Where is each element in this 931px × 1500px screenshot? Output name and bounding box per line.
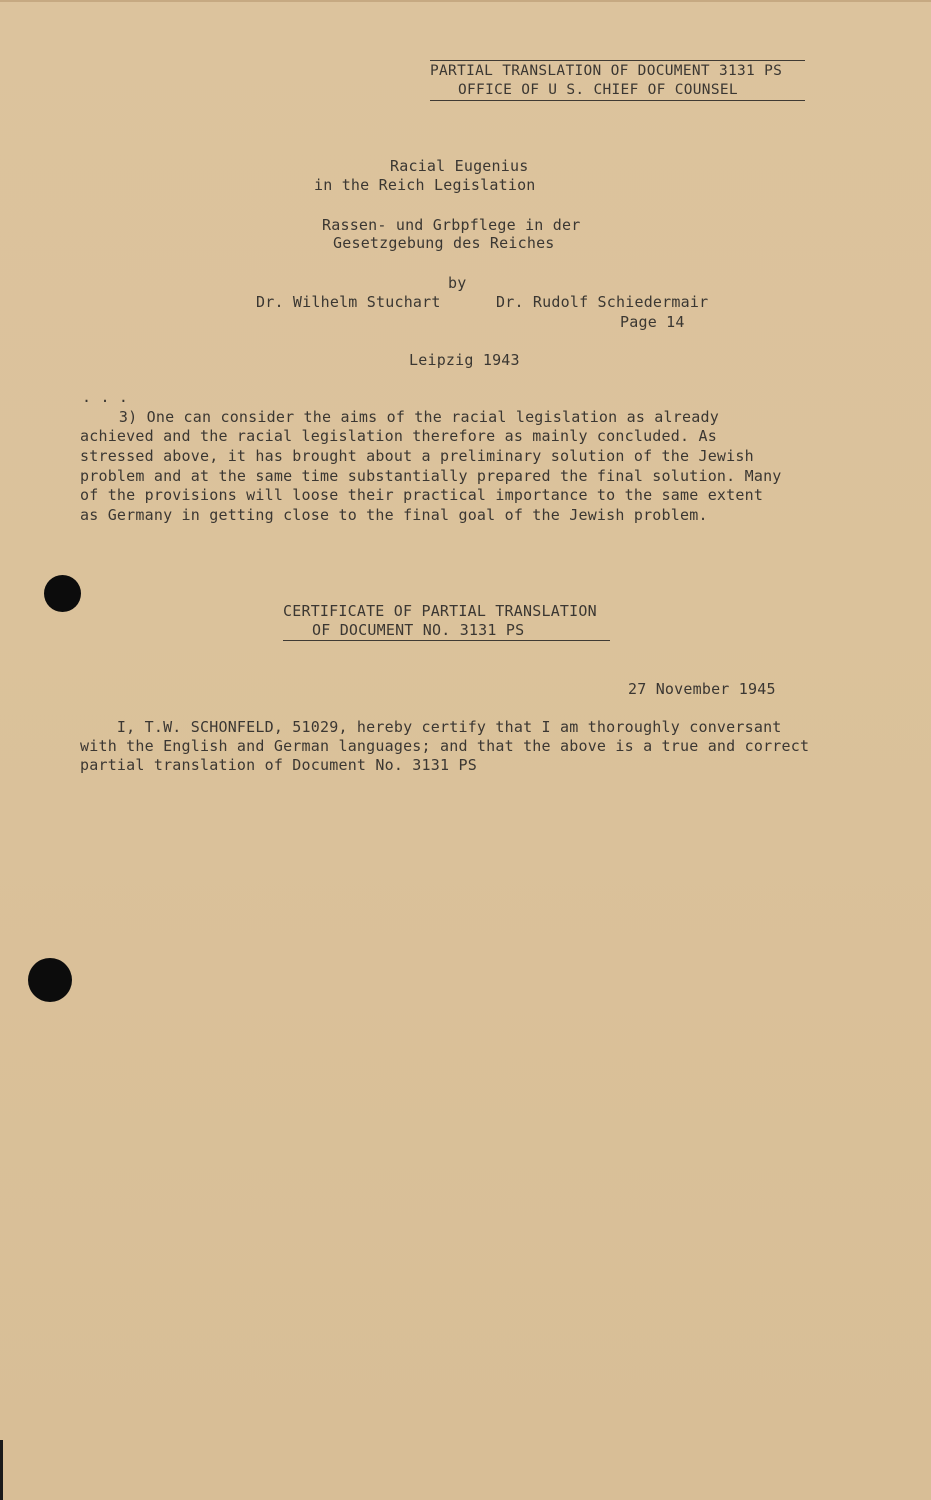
- header-top-rule: [430, 60, 805, 61]
- page-top-edge: [0, 0, 931, 2]
- book-title-en-line2: in the Reich Legislation: [314, 176, 536, 194]
- certificate-date: 27 November 1945: [628, 680, 776, 698]
- book-title-de-line2: Gesetzgebung des Reiches: [333, 234, 555, 252]
- excerpt-line: problem and at the same time substantially prepared the final solution. Many: [80, 467, 782, 485]
- certificate-line: partial translation of Document No. 3131 PS: [80, 756, 477, 774]
- punch-hole: [44, 575, 81, 612]
- excerpt-line: as Germany in getting close to the final goal of the Jewish problem.: [80, 506, 708, 524]
- excerpt-line: 3) One can consider the aims of the racial legislation as already: [82, 408, 719, 426]
- page-edge-mark: [0, 1440, 3, 1500]
- certificate-underline: [283, 640, 610, 641]
- book-place-year: Leipzig 1943: [409, 351, 520, 369]
- excerpt-line: of the provisions will loose their practical importance to the same extent: [80, 486, 764, 504]
- certificate-title: CERTIFICATE OF PARTIAL TRANSLATION: [283, 602, 597, 620]
- certificate-line: I, T.W. SCHONFELD, 51029, hereby certify that I am thoroughly conversant: [80, 718, 782, 736]
- book-by: by: [448, 274, 467, 292]
- header-office: OFFICE OF U S. CHIEF OF COUNSEL: [458, 82, 738, 98]
- certificate-line: with the English and German languages; and that the above is a true and correct: [80, 737, 810, 755]
- header-title: PARTIAL TRANSLATION OF DOCUMENT 3131 PS: [430, 63, 783, 79]
- header-bottom-rule: [430, 100, 805, 101]
- book-title-de-line1: Rassen- und Grbpflege in der: [322, 216, 581, 234]
- punch-hole: [28, 958, 72, 1002]
- excerpt-line: stressed above, it has brought about a preliminary solution of the Jewish: [80, 447, 754, 465]
- book-author-2: Dr. Rudolf Schiedermair: [496, 293, 709, 311]
- book-page: Page 14: [620, 313, 685, 331]
- excerpt-line: achieved and the racial legislation therefore as mainly concluded. As: [80, 427, 717, 445]
- excerpt-ellipsis: . . .: [82, 388, 129, 406]
- book-author-1: Dr. Wilhelm Stuchart: [256, 293, 441, 311]
- book-title-en-line1: Racial Eugenius: [390, 157, 529, 175]
- certificate-document-number: OF DOCUMENT NO. 3131 PS: [312, 621, 525, 639]
